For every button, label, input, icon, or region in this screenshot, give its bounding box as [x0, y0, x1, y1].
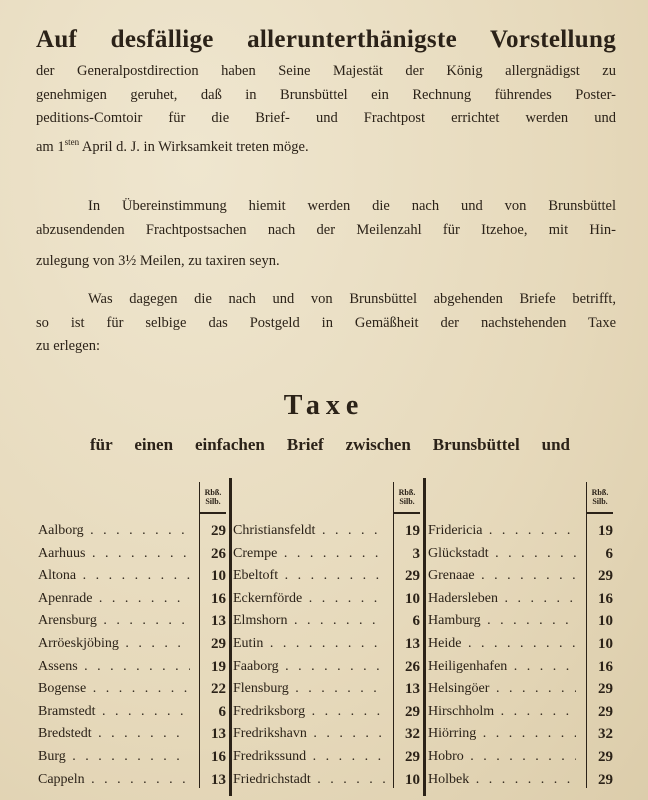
- column-header: Rbß. Silb.: [204, 488, 222, 506]
- rate-value: 29: [598, 681, 613, 698]
- place-name: Burg . . .: [38, 746, 190, 768]
- place-name: Heiligenhafen . . .: [428, 656, 576, 678]
- place-name: Assens . . .: [38, 656, 190, 678]
- rate-value: 19: [211, 658, 226, 675]
- place-name: Arröeskjöbing . . .: [38, 633, 190, 655]
- place-name: Helsingöer . . .: [428, 678, 576, 700]
- place-name: Altona . . .: [38, 565, 190, 587]
- text-line: so ist für selbige das Postgeld in Gemäßheit der nachstehenden Taxe: [36, 314, 616, 331]
- rate-value: 19: [598, 523, 613, 539]
- place-name: Fredrikshavn . . .: [233, 723, 385, 745]
- place-name: Hiörring . . .: [428, 723, 576, 745]
- rate-value: 10: [598, 636, 613, 652]
- rate-value: 10: [405, 590, 420, 607]
- rate-value: 13: [405, 681, 420, 698]
- column-header: Rbß. Silb.: [398, 488, 416, 506]
- place-name: Hirschholm . . .: [428, 701, 576, 723]
- paragraph-1: [36, 60, 616, 159]
- place-name: Fredrikssund . . .: [233, 746, 385, 768]
- text-line: Was dagegen die nach und von Brunsbüttel abgehenden Briefe betrifft,: [88, 291, 616, 307]
- rate-value: 16: [598, 590, 613, 607]
- header-rule: [394, 512, 420, 514]
- column-rule-thick: [229, 478, 232, 796]
- place-name: Apenrade . . .: [38, 588, 190, 610]
- header-rule: [587, 512, 613, 514]
- rate-value: 13: [211, 771, 226, 788]
- rate-value: 22: [211, 681, 226, 698]
- place-name: Aarhuus . . .: [38, 543, 190, 565]
- rate-value: 29: [211, 523, 226, 539]
- text-line: zu erlegen:: [36, 338, 101, 354]
- place-name: Fredriksborg . . .: [233, 701, 385, 723]
- place-name: Cappeln . . .: [38, 769, 190, 791]
- text-line: der Generalpostdirection haben Seine Majestät der König allergnädigst zu: [36, 63, 616, 79]
- place-name: Crempe . . .: [233, 543, 385, 565]
- place-name: Hamburg . . .: [428, 610, 576, 632]
- taxe-subheading: für einen einfachen Brief zwischen Brunsbüttel und: [90, 435, 570, 454]
- place-name: Bogense . . .: [38, 678, 190, 700]
- place-name: Bramstedt . . .: [38, 701, 190, 723]
- rate-value: 26: [405, 658, 420, 675]
- text-line: zulegung von 3½ Meilen, zu taxiren seyn.: [36, 253, 280, 269]
- rate-value: 19: [405, 523, 420, 539]
- column-header: Rbß. Silb.: [591, 488, 609, 506]
- rate-value: 6: [412, 613, 420, 630]
- place-name: Ebeltoft . . .: [233, 565, 385, 587]
- rate-value: 13: [211, 613, 226, 630]
- rate-value: 29: [211, 636, 226, 652]
- text-line: peditions-Comtoir für die Brief- und Frachtpost errichtet werden und: [36, 110, 616, 126]
- rate-value: 6: [605, 545, 613, 562]
- place-name: Bredstedt . . .: [38, 723, 190, 745]
- rate-value: 13: [211, 726, 226, 743]
- place-name: Glückstadt . . .: [428, 543, 576, 565]
- place-name: Fridericia . . .: [428, 520, 576, 542]
- text-fragment: April d. J. in Wirksamkeit treten möge.: [79, 138, 309, 155]
- rate-value: 29: [405, 749, 420, 765]
- rate-value: 16: [211, 590, 226, 607]
- place-name: Friedrichstadt . . .: [233, 769, 385, 791]
- text-line: abzusendenden Frachtpostsachen nach der Meilenzahl für Itzehoe, mit Hin-: [36, 221, 616, 238]
- rate-value: 3: [412, 545, 420, 562]
- place-name: Eutin . . .: [233, 633, 385, 655]
- place-name: Hadersleben . . .: [428, 588, 576, 610]
- rate-value: 16: [598, 658, 613, 675]
- place-name: Elmshorn . . .: [233, 610, 385, 632]
- paragraph-3: [36, 288, 616, 359]
- rate-value: 10: [405, 771, 420, 788]
- text-line: genehmigen geruhet, daß in Brunsbüttel ein Rechnung führendes Poster-: [36, 86, 616, 103]
- rate-value: 29: [598, 771, 613, 788]
- rate-value: 26: [211, 545, 226, 562]
- rate-value: 29: [405, 568, 420, 585]
- rate-value: 29: [598, 568, 613, 585]
- place-name: Faaborg . . .: [233, 656, 385, 678]
- rate-value: 29: [598, 703, 613, 720]
- place-name: Holbek . . .: [428, 769, 576, 791]
- rate-value: 10: [598, 613, 613, 630]
- taxe-heading: Taxe: [283, 390, 365, 421]
- place-name: Grenaae . . .: [428, 565, 576, 587]
- rate-value: 32: [405, 726, 420, 743]
- paragraph-2: [36, 195, 616, 274]
- rate-value: 29: [598, 749, 613, 765]
- place-name: Hobro . . .: [428, 746, 576, 768]
- place-name: Christiansfeldt . . .: [233, 520, 385, 542]
- text-line: [36, 131, 616, 159]
- place-name: Eckernförde . . .: [233, 588, 385, 610]
- place-name: Aalborg . . .: [38, 520, 190, 542]
- column-rule-thick: [423, 478, 426, 796]
- text-line: In Übereinstimmung hiemit werden die nach und von Brunsbüttel: [88, 198, 616, 214]
- place-name: Arensburg . . .: [38, 610, 190, 632]
- text-fragment: am 1: [36, 138, 65, 155]
- rate-value: 10: [211, 568, 226, 585]
- place-name: Heide . . .: [428, 633, 576, 655]
- rate-value: 32: [598, 726, 613, 743]
- rate-value: 6: [218, 703, 226, 720]
- rate-value: 29: [405, 703, 420, 720]
- superscript: sten: [64, 136, 80, 147]
- document-title: Auf desfällige allerunterthänigste Vorstellung: [36, 26, 616, 53]
- header-rule: [200, 512, 226, 514]
- rate-value: 13: [405, 636, 420, 652]
- rate-value: 16: [211, 749, 226, 765]
- place-name: Flensburg . . .: [233, 678, 385, 700]
